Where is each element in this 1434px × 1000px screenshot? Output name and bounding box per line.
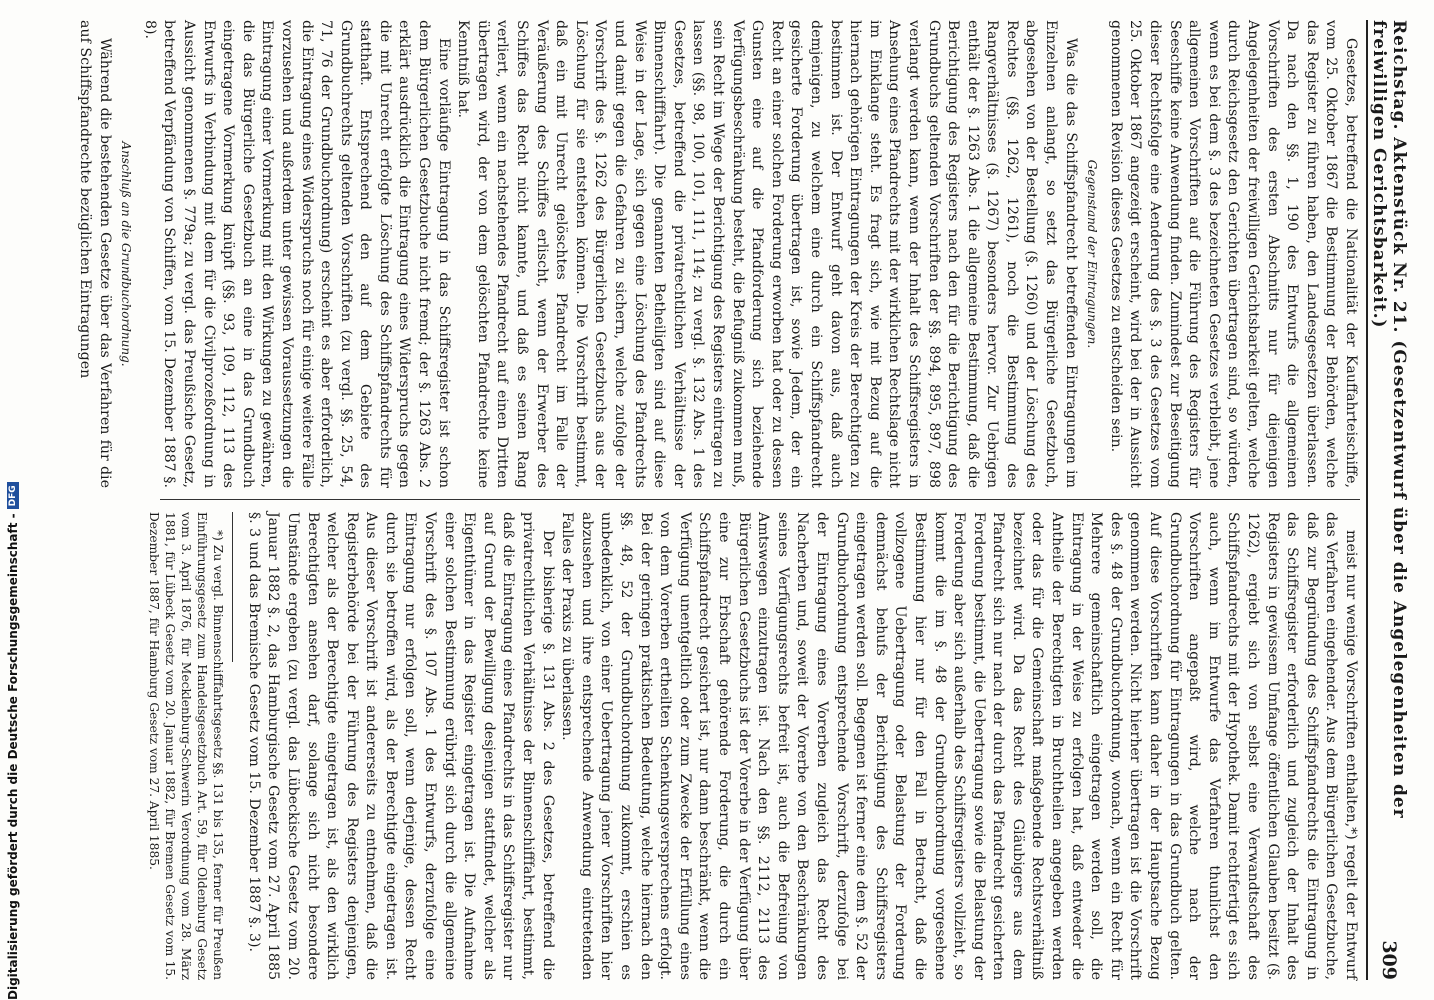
footnote-rule <box>232 512 233 662</box>
right-column <box>146 512 1360 980</box>
digitization-credit <box>6 0 20 1000</box>
header-title: Reichstag. Aktenstück Nr. 21. (Gesetzentwurf über die Angelegenheiten der freiwilligen Gerichtsbarkeit.) <box>1369 20 1409 819</box>
rotated-page-content <box>77 20 1410 980</box>
left-column <box>74 20 1360 488</box>
paragraph: meist nur wenige Vorschriften enthalten,*) regelt der Entwurf das Verfahren eingehender. Aus dem Bürgerlichen Gesetzbuche, daß zur Begründung des Schiffspfandrechts die Eintragung in das Schiffsregister erforderlich und zugleich der Inhalt des Registers in gewissem Umfange öffentlichen Glauben besitzt (§. 1262), ergiebt sich von selbst eine Verwandtschaft des Schiffspfandrechts mit der Hypothek. Damit rechtfertigt es sich auch, wenn im Entwurfe das Verfahren thunlichst den Vorschriften angepaßt wird, welche nach der Grundbuchordnung für Eintragungen in das Grundbuch gelten. Auf diese Vorschriften kann daher in der Hauptsache Bezug genommen werden. Nicht hierher übertragen ist die Vorschrift des §. 48 der Grundbuchordnung, wonach, wenn ein Recht für Mehrere gemeinschaftlich eingetragen werden soll, die Eintragung in der Weise zu erfolgen hat, daß entweder die Antheile der Berechtigten in Bruchtheilen angegeben werden oder das für die Gemeinschaft maßgebende Rechtsverhältniß bezeichnet wird. Da das Recht des Gläubigers aus dem Pfandrecht sich nur nach der durch das Pfandrecht gesicherten Forderung bestimmt, die Uebertragung sowie die Belastung der Forderung aber sich außerhalb des Schiffsregisters vollzieht, so kommt die im §. 48 der Grundbuchordnung vorgesehene Bestimmung hier nur für den Fall in Betracht, daß die vollzogene Uebertragung oder Belastung der Forderung demnächst behufs der Berichtigung des Schiffsregisters eingetragen werden soll. Begegnen ist ferner eine dem §. 52 der Grundbuchordnung entsprechende Vorschrift, derzufolge bei der Eintragung eines Vorerben zugleich das Recht des Nacherben und, soweit der Vorerbe von den Beschränkungen seines Verfügungsrechts befreit ist, auch die Befreiung von Amtswegen einzutragen ist. Nach den §§. 2112, 2113 des Bürgerlichen Gesetzbuchs ist der Vorerbe in der Verfügung über eine zur Erbschaft gehörende Forderung, die durch ein Schiffspfandrecht gesichert ist, nur dann beschränkt, wenn die Verfügung unentgeltlich oder zum Zwecke der Erfüllung eines von dem Vorerben ertheilten Schenkungsversprechens erfolgt. Bei der geringen praktischen Bedeutung, welche hiernach den §§. 48, 52 der Grundbuchordnung zukommt, erschien es unbedenklich, von einer Uebertragung jener Vorschriften hier abzusehen und ihre entsprechende Anwendung eintretenden Falles der Praxis zu überlassen. <box>559 512 1359 980</box>
paragraph: Während die bestehenden Gesetze über das Verfahren für die auf Schiffspfandrechte bezüglichen Eintragungen <box>77 20 113 488</box>
credit-text: Digitalisierung gefördert durch die Deutsche Forschungsgemeinschaft - <box>6 513 20 1000</box>
column-divider <box>160 499 1360 500</box>
paragraph: Was die das Schiffspfandrecht betreffenden Eintragungen im Einzelnen anlangt, so setzt das Bürgerliche Gesetzbuch, abgesehen von der Bestellung (§. 1260) und der Löschung des Rechtes (§§. 1262, 1261), noch die Bestimmung des Rangverhältnisses (§. 1267) besonders hervor. Zur Uebrigen enthält der §. 1263 Abs. 1 die allgemeine Bestimmung, daß die Berichtigung des Registers nach den für die Berichtigung des Grundbuchs geltenden Vorschriften der §§. 894, 895, 897, 898 verlangt werden kann, wenn der Inhalt des Schiffsregisters in Ansehung eines Pfandrechts mit der wirklichen Rechtslage nicht im Einklange steht. Es fragt sich, wie mit Bezug auf die hiernach gehörigen Eintragungen der Kreis der Berechtigten zu bestimmen ist. Der Entwurf geht davon aus, daß auch demjenigen, zu welchem eine durch ein Schiffspfandrecht gesicherte Forderung übertragen ist, sowie Jedem, der ein Recht an einer solchen Forderung erworben hat oder zu dessen Gunsten eine auf die Pfandforderung sich beziehende Verfügungsbeschränkung besteht, die Befugniß zukommen muß, sein Recht im Wege der Berichtigung des Registers eintragen zu lassen (§§. 98, 100, 101, 111, 114; zu vergl. §. 132 Abs. 1 des Gesetzes, betreffend die privatrechtlichen Verhältnisse der Binnenschifffahrt). Die genannten Betheiligten sind auf diese Weise in der Lage, sich gegen eine Löschung des Pfandrechts und damit gegen die Gefahren zu sichern, welche zufolge der Vorschrift des §. 1262 des Bürgerlichen Gesetzbuchs aus der Löschung für sie entstehen können. Die Vorschrift bestimmt, daß ein mit Unrecht gelöschtes Pfandrecht im Falle der Veräußerung des Schiffes erlischt, wenn der Erwerber des Schiffes das Recht nicht kannte, und daß es seinen Rang verliert, wenn ein nachstehendes Pfandrecht auf einen Dritten übertragen wird, der von dem gelöschten Pfandrechte keine Kenntniß hat. <box>455 20 1079 488</box>
page-header <box>1366 20 1410 980</box>
paragraph: Der bisherige §. 131 Abs. 2 des Gesetzes, betreffend die privatrechtlichen Verhältnisse der Binnenschifffahrt, bestimmt, daß die Eintragung eines Pfandrechts in das Schiffsregister nur auf Grund der Bewilligung desjenigen stattfindet, welcher als Eigenthümer in das Register eingetragen ist. Die Aufnahme einer solchen Bestimmung erübrigt sich durch die allgemeine Vorschrift des §. 107 Abs. 1 des Entwurfs, derzufolge eine Eintragung nur erfolgen soll, wenn derjenige, dessen Recht durch sie betroffen wird, als der Berechtigte eingetragen ist. Aus dieser Vorschrift ist andererseits zu entnehmen, daß die Registerbehörde bei der Führung des Registers denjenigen, welcher als der Berechtigte eingetragen ist, als den wirklich Berechtigten ansehen darf, solange sich nicht besondere Umstände ergeben (zu vergl. das Lübeckische Gesetz vom 20. Januar 1882 §. 2, das Hamburgische Gesetz vom 27. April 1885 §. 3 und das Bremische Gesetz vom 15. Dezember 1887 §. 3). <box>245 512 556 980</box>
subheading: Anschluß an die Grundbuchordnung. <box>119 141 134 367</box>
paragraph: Eine vorläufige Eintragung in das Schiffsregister ist schon dem Bürgerlichen Gesetzbuche nicht fremd; der §. 1263 Abs. 2 erklärt ausdrücklich die Eintragung eines Widerspruchs gegen die mit Unrecht erfolgte Löschung des Schiffspfandrechts für statthaft. Entsprechend den auf dem Gebiete des Grundbuchrechts geltenden Vorschriften (zu vergl. §§. 25, 54, 71, 76 der Grundbuchordnung) erscheint es aber erforderlich, die Eintragung eines Widerspruchs noch für einige weitere Fälle vorzusehen und außerdem unter gewissen Voraussetzungen die Eintragung einer Vormerkung mit den Wirkungen zu gewähren, die das Bürgerliche Gesetzbuch an eine in das Grundbuch eingetragene Vormerkung knüpft (§§. 93, 109, 112, 113 des Entwurfs in Verbindung mit dem für die Civilprozeßordnung in Aussicht genommenen §. 779a; zu vergl. das Preußische Gesetz, betreffend Verpfändung von Schiffen, vom 15. Dezember 1887 §. 8). <box>141 20 452 488</box>
page-number: 309 <box>1378 940 1400 980</box>
paragraph: Gesetzes, betreffend die Nationalität der Kauffahrteischiffe, vom 25. Oktober 1867 die Bestimmung der Behörden, welche das Register zu führen haben, den Landesgesetzen überlassen. Da nach den §§. 1, 190 des Entwurfs die allgemeinen Vorschriften des ersten Abschnitts nur für diejenigen Angelegenheiten der freiwilligen Gerichtsbarkeit gelten, welche durch Reichsgesetz den Gerichten übertragen sind, so würden, wenn es bei dem §. 3 des bezeichneten Gesetzes verbleibt, jene allgemeinen Vorschriften auf die Führung des Registers für Seeschiffe keine Anwendung finden. Zumindest zur Beseitigung dieser Rechtsfolge eine Aenderung des §. 3 des Gesetzes vom 25. Oktober 1867 angezeigt erscheint, wird bei der in Aussicht genommenen Revision dieses Gesetzes zu entscheiden sein. <box>1107 20 1359 488</box>
footnote: *) Zu vergl. Binnenschifffahrtsgesetz §§. 131 bis 135, ferner für Preußen Einführungsgesetz zum Handelsgesetzbuch Art. 59, für Oldenburg Gesetz vom 3. April 1876, für Mecklenburg-Schwerin Verordnung vom 28. März 1881, für Lübeck Gesetz vom 20. Januar 1882, für Bremen Gesetz vom 15. Dezember 1887, für Hamburg Gesetz vom 27. April 1885. <box>147 512 226 980</box>
subheading: Gegenstand der Eintragungen. <box>1085 159 1100 349</box>
dfg-logo-icon: DFG <box>7 482 19 509</box>
text-columns <box>77 20 1360 980</box>
